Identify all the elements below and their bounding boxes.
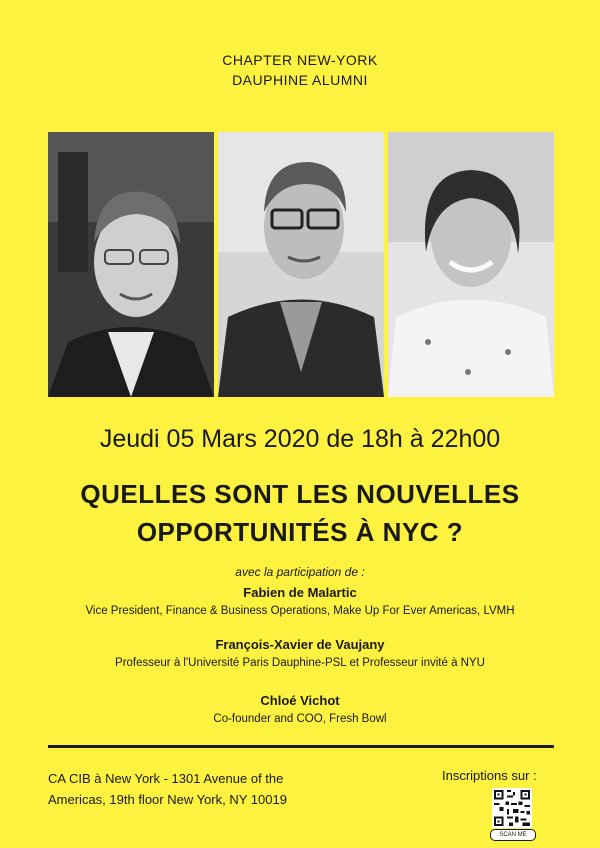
footer-divider [48, 745, 554, 748]
speaker-3 [0, 692, 600, 728]
chapter-header [0, 50, 600, 90]
event-title [0, 475, 600, 551]
speaker-2 [0, 636, 600, 672]
speaker-role: Co-founder and COO, Fresh Bowl [213, 713, 387, 725]
address-line-2: Americas, 19th floor New York, NY 10019 [48, 792, 287, 807]
photo-francois-xavier-de-vaujany [218, 132, 384, 397]
registration-label: Inscriptions sur : [442, 768, 537, 783]
event-date: Jeudi 05 Mars 2020 de 18h à 22h00 [99, 425, 501, 453]
speaker-name: Fabien de Malartic [243, 585, 357, 600]
qr-code-icon[interactable] [492, 788, 532, 828]
speaker-name: François-Xavier de Vaujany [215, 637, 385, 652]
title-line-2: OPPORTUNITÉS À NYC ? [136, 517, 464, 547]
participation-intro: avec la participation de : [235, 565, 365, 579]
speaker-1 [0, 584, 600, 620]
speaker-name: Chloé Vichot [260, 693, 340, 708]
photo-chloe-vichot [388, 132, 554, 397]
speaker-role: Professeur à l'Université Paris Dauphine-PSL et Professeur invité à NYU [115, 657, 485, 669]
venue-address [48, 768, 348, 810]
header-line-2: DAUPHINE ALUMNI [232, 72, 368, 88]
scan-me-badge: SCAN ME [490, 829, 536, 841]
speaker-photos [48, 132, 554, 397]
speaker-role: Vice President, Finance & Business Operations, Make Up For Ever Americas, LVMH [85, 605, 515, 617]
title-line-1: QUELLES SONT LES NOUVELLES [80, 479, 520, 509]
photo-fabien-de-malartic [48, 132, 214, 397]
header-line-1: CHAPTER NEW-YORK [222, 52, 378, 68]
address-line-1: CA CIB à New York - 1301 Avenue of the [48, 771, 284, 786]
